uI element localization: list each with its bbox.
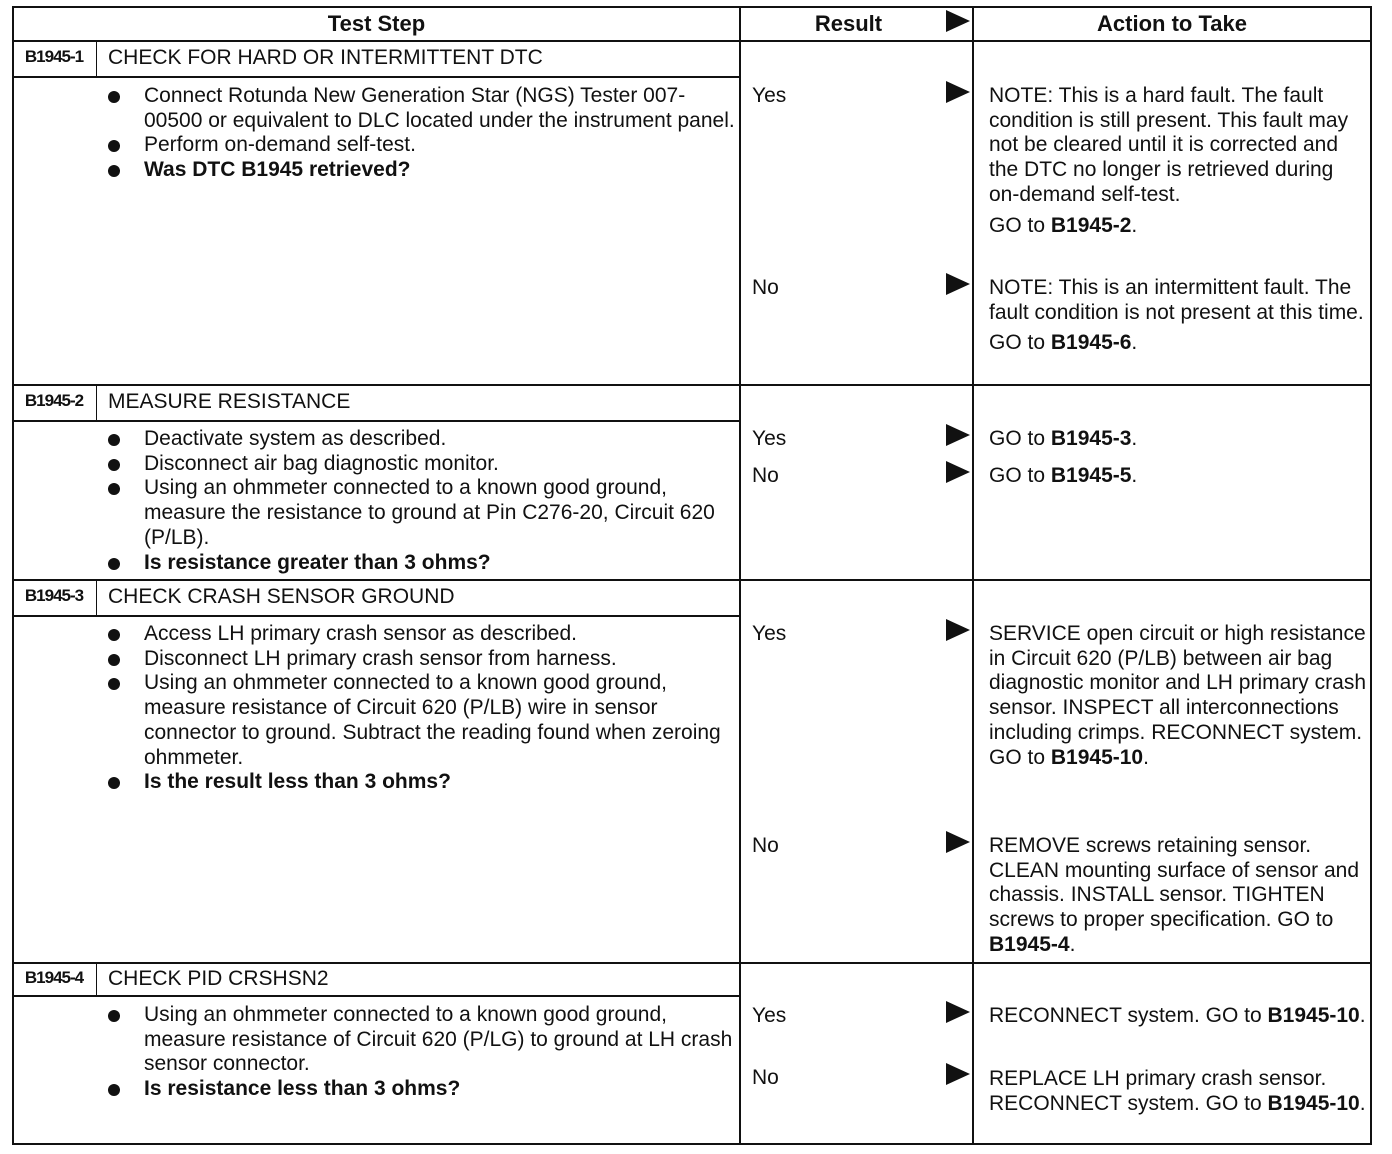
title-row-divider [12,995,740,997]
instruction-item: Disconnect LH primary crash sensor from harness. [106,647,736,672]
arrow-icon [946,424,970,446]
step-id: B1945-4 [24,968,84,987]
step-question: Is the result less than 3 ohms? [106,770,736,795]
action-note: RECONNECT system. GO to B1945-10. [989,1004,1366,1027]
goto-step-link: B1945-2 [1050,213,1132,237]
instruction-item: Using an ohmmeter connected to a known good ground, measure resistance of Circuit 620 (P/LG) to ground at LH crash sensor connector. [106,1003,736,1077]
step-instructions [106,622,736,795]
instruction-item: Deactivate system as described. [106,427,736,452]
title-row-divider [12,420,740,422]
result-yes: Yes [752,427,787,450]
result-no: No [752,276,779,299]
action-text [989,84,1369,238]
step-id: B1945-3 [24,586,84,605]
border-bottom [12,1143,1372,1145]
step-question: Is resistance greater than 3 ohms? [106,551,736,576]
column-divider-1 [739,6,741,1145]
goto-step-link: B1945-4 [989,932,1070,956]
header-result: Result [814,11,883,36]
action-text [989,276,1369,356]
step-divider [12,579,1372,581]
step-title: MEASURE RESISTANCE [108,390,351,413]
action-goto: GO to B1945-5. [989,464,1138,487]
action-text [989,834,1369,958]
action-note: REPLACE LH primary crash sensor. RECONNECT system. GO to B1945-10. [989,1067,1366,1115]
goto-step-link: B1945-10 [1267,1004,1360,1027]
border-right [1370,6,1372,1145]
arrow-icon [946,81,970,103]
action-text [989,464,1369,489]
instruction-item: Access LH primary crash sensor as described. [106,622,736,647]
id-divider [96,42,97,76]
instruction-item: Using an ohmmeter connected to a known good ground, measure resistance of Circuit 620 (P/LB) wire in sensor connector to ground. Subtract the reading found when zeroing ohmmeter. [106,671,736,770]
step-title: CHECK PID CRSHSN2 [108,967,329,990]
step-question: Was DTC B1945 retrieved? [106,158,736,183]
result-yes: Yes [752,84,787,107]
action-text [989,622,1369,770]
action-text [989,1067,1369,1116]
arrow-icon [946,1001,970,1023]
arrow-icon [946,1063,970,1085]
action-goto: GO to B1945-6. [989,331,1138,355]
action-note: NOTE: This is a hard fault. The fault condition is still present. This fault may not be cleared until it is corrected and the DTC no longer is retrieved during on-demand self-test. [989,84,1349,206]
action-note: SERVICE open circuit or high resistance in Circuit 620 (P/LB) between air bag diagnostic monitor and LH primary crash sensor. INSPECT all interconnections including crimps. RECONNECT system. GO to B1945-10. [989,622,1366,769]
goto-step-link: B1945-10 [1050,745,1144,769]
result-yes: Yes [752,1004,787,1027]
result-no: No [752,1066,779,1089]
header-action: Action to Take [1097,11,1247,36]
step-instructions [106,1003,736,1102]
action-text [989,1004,1369,1029]
column-divider-2 [972,6,974,1145]
arrow-icon [946,273,970,295]
header-test-step: Test Step [327,11,426,36]
header-divider [12,40,1372,42]
action-text [989,427,1369,452]
id-divider [96,964,97,995]
result-no: No [752,464,779,487]
step-instructions [106,84,736,183]
instruction-item: Using an ohmmeter connected to a known good ground, measure the resistance to ground at Pin C276-20, Circuit 620 (P/LB). [106,476,736,550]
step-id: B1945-1 [24,47,84,66]
goto-step-link: B1945-6 [1050,331,1132,355]
goto-step-link: B1945-10 [1267,1091,1360,1115]
action-goto: GO to B1945-3. [989,427,1138,450]
step-divider [12,384,1372,386]
step-divider [12,962,1372,964]
step-title: CHECK CRASH SENSOR GROUND [108,585,455,608]
instruction-item: Perform on-demand self-test. [106,133,736,158]
title-row-divider [12,615,740,617]
id-divider [96,581,97,615]
arrow-icon [946,619,970,641]
id-divider [96,386,97,420]
result-no: No [752,834,779,857]
arrow-icon [946,461,970,483]
action-note: REMOVE screws retaining sensor. CLEAN mounting surface of sensor and chassis. INSTALL sensor. TIGHTEN screws to proper specification. GO to B1945-4. [989,834,1360,956]
step-title: CHECK FOR HARD OR INTERMITTENT DTC [108,46,543,69]
action-note: NOTE: This is an intermittent fault. The fault condition is not present at this time. [989,276,1364,324]
goto-step-link: B1945-5 [1050,464,1132,487]
goto-step-link: B1945-3 [1050,427,1132,450]
action-goto: GO to B1945-2. [989,213,1138,237]
arrow-icon [946,831,970,853]
result-yes: Yes [752,622,787,645]
title-row-divider [12,76,740,78]
arrow-icon [946,10,970,32]
step-question: Is resistance less than 3 ohms? [106,1077,736,1102]
instruction-item: Connect Rotunda New Generation Star (NGS) Tester 007-00500 or equivalent to DLC located under the instrument panel. [106,84,736,133]
step-instructions [106,427,736,575]
step-id: B1945-2 [24,391,84,410]
instruction-item: Disconnect air bag diagnostic monitor. [106,452,736,477]
